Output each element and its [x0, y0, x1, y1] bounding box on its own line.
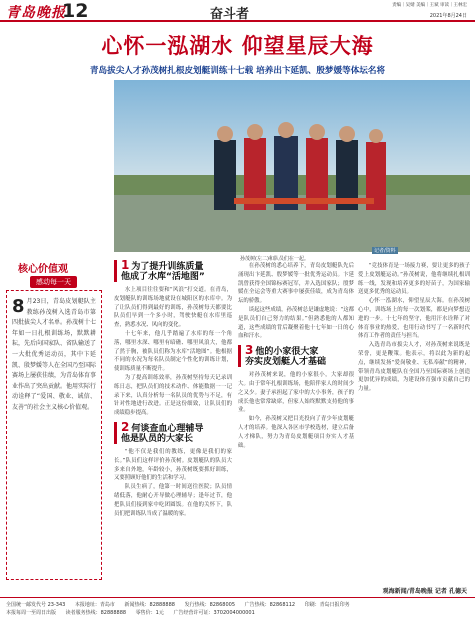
paragraph: 水上项目往往要和“风浪”打交道。在青岛，皮划艇队的训练场地就设在城阳区的水库中。为了让队员们得到最好的训练，孙茂树每天都要比队员们早到一个多小时，驾驶快艇在水库里巡查，熟悉水况、风向的变化。	[114, 287, 232, 329]
paragraph: “他不仅是我们的教练，更像是我们的家长。”队员们这样评价孙茂树。皮划艇队的队员大多来自外地，年龄较小，孙茂树既要抓好训练，又要照顾好他们的生活和学习。	[114, 448, 232, 482]
sidebar-title: 核心价值观	[18, 264, 68, 275]
issue-date: 2021年8月24日	[429, 13, 467, 19]
article-column-3	[358, 262, 470, 394]
reporter-byline: 观海新闻/青岛晚报 记者 孔德天	[382, 588, 467, 595]
footer-row-2: 本报每周一至周日出版 读者服务热线：82888888 零售价：1元 广告经营许可证：3702004000001	[6, 610, 255, 616]
section-title: 奋斗者	[210, 7, 250, 22]
paragraph: 对孙茂树来说，他的小家很小，大家却很大。由于常年扎根训练场，他陪伴家人的时间少之又少。妻子承担起了家中的大小事务，孩子的成长他也常常缺席，但家人始终默默支持他的事业。	[238, 372, 354, 414]
paragraph: 十七年来，他几乎踏遍了水库的每一个角落，哪里水深、哪里有暗礁、哪里风浪大，他都了然于胸，被队员们称为水库“活地图”。他根据不同的水况为每名队员制定个性化的训练计划，使训练质量不断提升。	[114, 330, 232, 373]
sidebar-subtitle: 感动每一天	[30, 276, 77, 288]
newspaper-logo: 青岛晚报	[6, 5, 66, 21]
paragraph: 心怀一泓湖水，仰望星辰大海。在孙茂树心中，训练场上的每一次划桨，都是向梦想迈进的一步。十七年的坚守，他用汗水诠释了对体育事业的热爱，也用行动书写了一名新时代体育工作者的责任与担当。	[358, 298, 470, 340]
section-heading-3: 3 他的小家很大家 夯实皮划艇人才基础	[238, 345, 354, 367]
paragraph: 在孙茂树的悉心培养下，青岛皮划艇队先后涌现出卞延凯、殷梦媛等一批优秀运动员。卞延凯曾获得全国锦标赛冠军，并入选国家队；殷梦媛在全运会等重大赛事中屡获佳绩，成为青岛体坛的骄傲。	[238, 263, 354, 305]
sidebar-text: 8 月23日，青岛皮划艇队主教练孙茂树入选青岛市第四批拔尖人才名单。孙茂树十七年如一日扎根训练场，默默耕耘，先后向国家队、省队输送了一大批优秀运动员，其中卞延凯、殷梦媛等人在全国乃至国际赛场上屡获佳绩，为青岛体育事业作出了突出贡献。他用实际行动诠释了“爱国、敬业、诚信、友善”的社会主义核心价值观。	[12, 296, 97, 411]
subheadline: 青岛拔尖人才孙茂树扎根皮划艇训练十七载 培养出卞延凯、殷梦媛等体坛名将	[89, 66, 386, 76]
footer	[0, 597, 475, 620]
paragraph: 队员生病了，他第一时间送往医院；队员情绪低落，他耐心开导做心理辅导；逢年过节，他把队员们接到家中吃团圆饭。在他的关怀下，队员们把训练队当成了温暖的家。	[114, 484, 232, 517]
paragraph: “竞技体育是一场接力赛，要让更多的孩子爱上皮划艇运动。”孙茂树说，他将继续扎根训练一线，发现和培养更多的好苗子，为国家输送更多优秀的运动员。	[358, 263, 470, 296]
paragraph: 入选青岛市拔尖人才，对孙茂树来说既是荣誉，更是鞭策。他表示，将以此为新的起点，继续发扬“爱岗敬业、无私奉献”的精神，带领青岛皮划艇队在全国乃至国际赛场上创造更加优异的成绩，为建设体育强市贡献自己的力量。	[358, 342, 470, 393]
section-heading-2: 2 何谈查血心理辅导 他是队员的大家长	[114, 422, 232, 444]
footer-row-1: 全国统一邮发代号 23-343 本报地址：青岛市 新闻热线：82888888 发行热线：82868005 广告热线：82868112 印刷：青岛日报印务	[6, 602, 350, 608]
article-column-2	[238, 262, 354, 450]
photo-caption: 孙茂树(左二)和队员们在一起。	[240, 256, 309, 262]
headline: 心怀一泓湖水 仰望星辰大海	[101, 34, 374, 58]
page-number: 12	[62, 0, 89, 22]
masthead	[0, 0, 475, 22]
section-heading-1: 1 为了提升训练质量 他成了水库“活地图”	[114, 260, 232, 282]
sidebar-box	[6, 290, 102, 580]
paragraph: 如今，孙茂树又把目光投向了青少年皮划艇人才的培养。他深入各区市学校选材，建立后备人才梯队，努力为青岛皮划艇项目夯实人才基础。	[238, 416, 354, 449]
photo-credit: 记者/资料	[374, 248, 396, 254]
editors-line: 责编｜吴婧 美编｜王斌 审读｜王林宏	[392, 3, 467, 8]
paragraph: 谈起这些成绩，孙茂树总是谦虚地说：“这都是队员们自己努力的结果。”但熟悉他的人都知道，这些成绩的背后凝聚着他十七年如一日的心血和汗水。	[238, 306, 355, 340]
team-photo	[114, 80, 470, 252]
article-column-1	[114, 256, 232, 518]
paragraph: 为了提高训练效率，孙茂树坚持每天记录训练日志，把队员们的技术动作、体能数据一一记录下来，认真分析每一名队员的优势与不足，有针对性地进行改进。正是这份细致，让队员们的成绩稳步提高。	[114, 374, 232, 417]
drop-cap: 8	[12, 296, 25, 317]
